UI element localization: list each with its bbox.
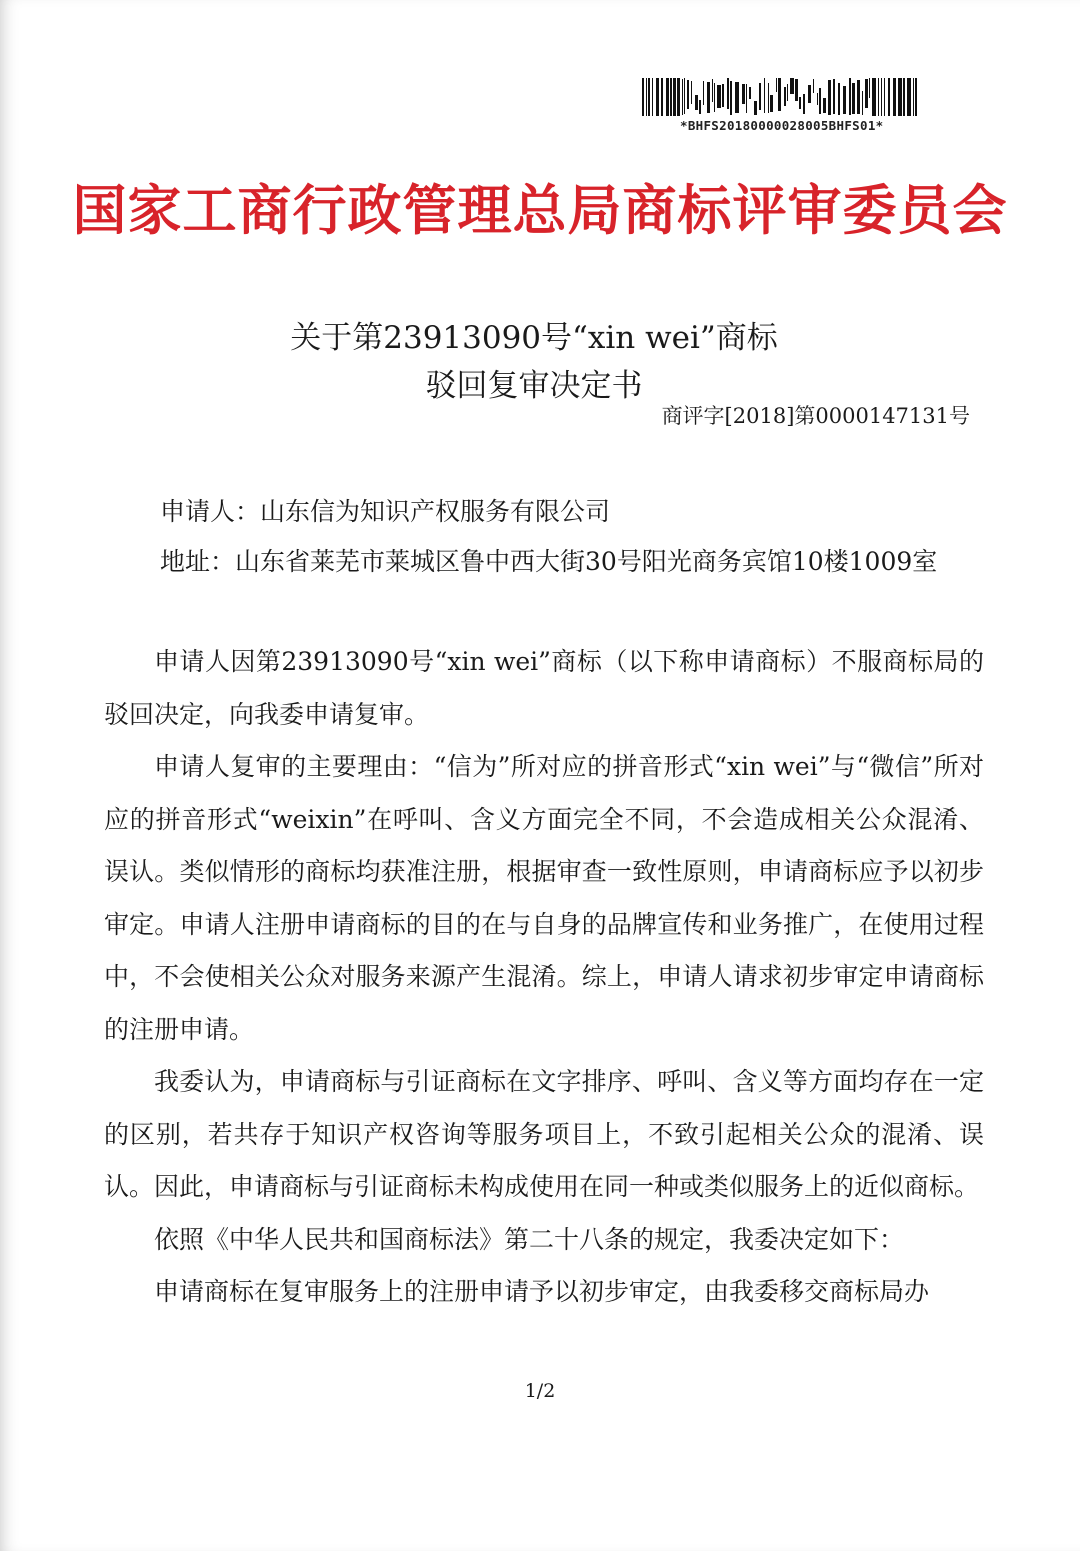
barcode-block (640, 78, 930, 133)
address-line (160, 542, 937, 578)
paragraph-background: 申请人因第23913090号“xin wei”商标（以下称申请商标）不服商标局的驳回决定，向我委申请复审。 (104, 647, 984, 729)
page-number: 1/2 (524, 1380, 556, 1402)
address-label: 地址： (160, 547, 236, 576)
paragraph-legal-basis: 依照《中华人民共和国商标法》第二十八条的规定，我委决定如下： (154, 1224, 905, 1254)
document-title-line-1: 关于第23913090号“xin wei”商标 (290, 320, 778, 356)
applicant-value: 山东信为知识产权服务有限公司 (260, 497, 611, 526)
address-value: 山东省莱芜市莱城区鲁中西大街30号阳光商务宾馆10楼1009室 (235, 547, 938, 576)
document-title-line-2: 驳回复审决定书 (425, 368, 643, 404)
paragraph-applicant-reasons: 申请人复审的主要理由：“信为”所对应的拼音形式“xin wei”与“微信”所对应的拼音形式“weixin”在呼叫、含义方面完全不同，不会造成相关公众混淆、误认。类似情形的商标均获准注册，根据审查一致性原则，申请商标应予以初步审定。申请人注册申请商标的目的在与自身的品牌宣传和业务推广，在使用过程中，不会使相关公众对服务来源产生混淆。综上，申请人请求初步审定申请商标的注册申请。 (104, 752, 984, 1044)
paragraph-decision: 申请商标在复审服务上的注册申请予以初步审定，由我委移交商标局办 (154, 1277, 930, 1306)
applicant-line (160, 492, 610, 528)
decision-body (104, 636, 984, 1319)
organization-title: 国家工商行政管理总局商标评审委员会 (72, 179, 1008, 242)
barcode-text: *BHFS20180000028005BHFS01* (680, 118, 884, 133)
document-number: 商评字[2018]第0000147131号 (661, 404, 970, 428)
applicant-label: 申请人： (160, 497, 261, 526)
paragraph-committee-opinion: 我委认为，申请商标与引证商标在文字排序、呼叫、含义等方面均存在一定的区别，若共存于知识产权咨询等服务项目上，不致引起相关公众的混淆、误认。因此，申请商标与引证商标未构成使用在同一种或类似服务上的近似商标。 (104, 1067, 984, 1201)
barcode-image (640, 78, 920, 116)
